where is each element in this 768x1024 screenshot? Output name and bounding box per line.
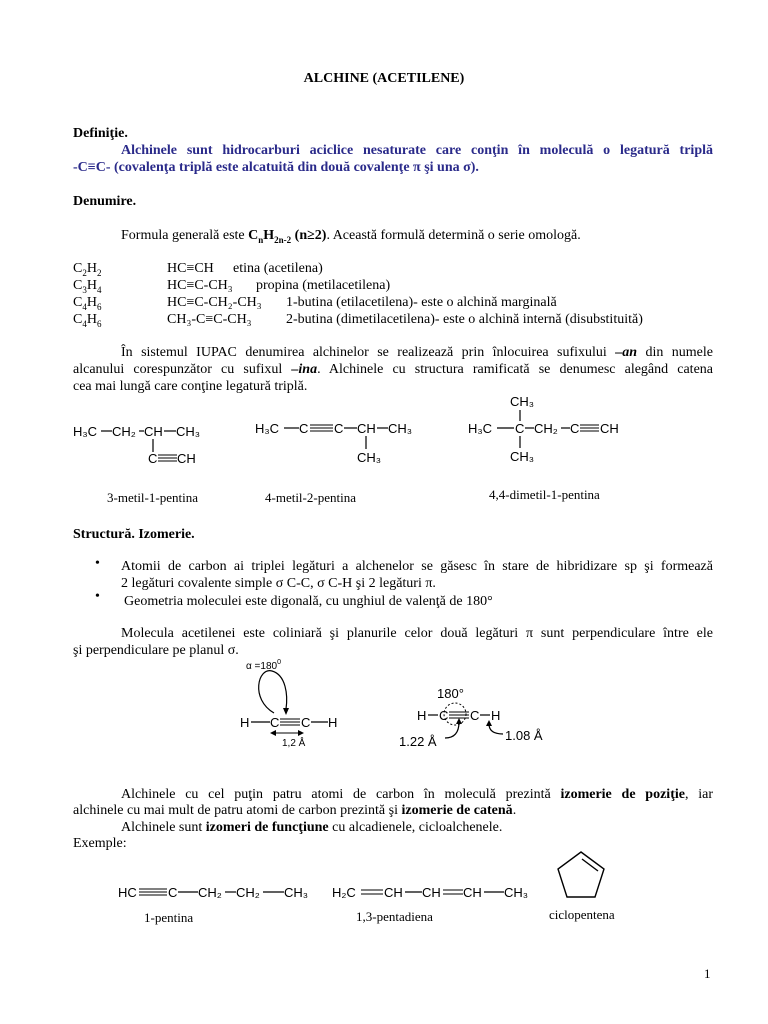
- iupac-text: din numele: [637, 345, 713, 360]
- atom-label: CH₃: [284, 885, 309, 900]
- bond-length: 1,2 Å: [282, 738, 306, 749]
- izomeri-functiune: izomeri de funcţiune: [205, 820, 329, 835]
- atom-label: CH₃: [510, 449, 535, 464]
- iupac-text: alcanului corespunzător cu sufixul: [73, 362, 292, 377]
- row-name: 2-butina (dimetilacetilena)- este o alchină internă (disubstituită): [286, 312, 643, 327]
- atom-label: C: [439, 708, 449, 723]
- structure-name: 4-metil-2-pentina: [265, 490, 356, 505]
- row-formula-s2: 2: [96, 267, 102, 278]
- angle-label: 180°: [437, 686, 464, 701]
- atom-label: CH: [177, 451, 196, 466]
- atom-label: C: [270, 715, 280, 730]
- atom-label: CH: [422, 885, 441, 900]
- atom-label: CH₃: [504, 885, 529, 900]
- row-structure: HC≡CH: [167, 261, 214, 276]
- row-formula-s1: 3: [82, 284, 87, 295]
- definitie-heading: Definiţie.: [73, 126, 128, 141]
- izomerie-line3: [121, 819, 502, 836]
- atom-label: H₃C: [255, 421, 280, 436]
- row-formula-s1: 4: [82, 301, 87, 312]
- denumire-heading: Denumire.: [73, 194, 137, 209]
- page-title: ALCHINE (ACETILENE): [303, 71, 465, 86]
- row-formula-s1: 4: [82, 318, 87, 329]
- atom-label: H: [328, 715, 338, 730]
- atom-label: C: [299, 421, 309, 436]
- atom-label: H₃C: [73, 424, 98, 439]
- bullet1-line2: 2 legături covalente simple σ C-C, σ C-H şi 2 legături π.: [121, 576, 436, 591]
- formula-h: H: [263, 228, 275, 243]
- arrow-head: [270, 730, 276, 736]
- izomerie-text: , iar: [684, 787, 714, 802]
- atom-label: CH: [384, 885, 403, 900]
- row-structure: CH₃-C≡C-CH₃: [167, 312, 252, 327]
- row-formula-el1: C: [73, 312, 83, 327]
- atom-label: C: [515, 421, 525, 436]
- definitie-text-line2: -C≡C- (covalenţa triplă este alcatuită din două covalenţe π şi una σ).: [73, 160, 479, 175]
- row-formula-el2: H: [86, 312, 97, 327]
- atom-label: C: [148, 451, 158, 466]
- formula-pre: Formula generală este: [121, 228, 249, 243]
- formula-post: . Această formulă determină o serie omologă.: [326, 228, 581, 243]
- example-name: 1,3-pentadiena: [356, 909, 433, 924]
- atom-label: H₂C: [332, 885, 356, 900]
- izomerie-text: alchinele cu mai mult de patru atomi de carbon prezintă şi: [73, 803, 402, 818]
- izomerie-text: .: [512, 803, 517, 818]
- atom-label: H: [240, 715, 250, 730]
- atom-label: CH₂: [236, 885, 260, 900]
- exemple-label: Exemple:: [73, 836, 127, 851]
- bullet2: Geometria moleculei este digonală, cu unghiul de valenţă de 180°: [124, 594, 493, 609]
- coliniar-paragraph-line2: şi perpendiculare pe planul σ.: [73, 643, 239, 658]
- example-1-pentina: [118, 878, 328, 908]
- bullet-marker: •: [95, 556, 100, 571]
- row-formula-s1: 2: [82, 267, 87, 278]
- atom-label: H₃C: [468, 421, 493, 436]
- izomerie-catena: izomerie de catenă: [401, 803, 513, 818]
- angle-value: α =180: [246, 661, 278, 672]
- iupac-paragraph-line3: cea mai lungă care conţine legatură triplă.: [73, 379, 308, 394]
- atom-label: HC: [118, 885, 137, 900]
- row-formula-el2: H: [86, 295, 97, 310]
- row-structure: HC≡C-CH₃: [167, 278, 233, 293]
- atom-label: CH₃: [388, 421, 413, 436]
- atom-label: CH₂: [198, 885, 222, 900]
- cyclopentene-ring: [558, 852, 604, 897]
- iupac-text: În sistemul IUPAC denumirea alchinelor se realizează prin înlocuirea sufixului: [121, 345, 616, 360]
- row-name: etina (acetilena): [233, 261, 323, 276]
- angle-label: [246, 659, 281, 672]
- row-formula-el1: C: [73, 261, 83, 276]
- formula-generala: [121, 227, 581, 249]
- atom-label: CH₃: [510, 394, 535, 409]
- atom-label: CH: [357, 421, 376, 436]
- definitie-text-line1: Alchinele sunt hidrocarburi aciclice nesaturate care conţin în moleculă o legatură triplă: [121, 143, 713, 158]
- iupac-paragraph-line1: [121, 344, 713, 361]
- atom-label: CH₂: [112, 424, 136, 439]
- structure-3-metil-1-pentina: [70, 415, 220, 475]
- bullet1-line1: Atomii de carbon ai triplei legături a alchenelor se găsesc în stare de hibridizare sp şi formează: [121, 559, 713, 574]
- izomerie-line2: [73, 802, 516, 819]
- row-formula-el1: C: [73, 295, 83, 310]
- formula-n: n: [258, 234, 264, 245]
- double-bond: [582, 859, 598, 871]
- example-name: 1-pentina: [144, 910, 194, 925]
- izomerie-line1: [121, 786, 713, 803]
- row-formula-s2: 6: [96, 301, 102, 312]
- atom-label: CH₂: [534, 421, 558, 436]
- bullet-marker: •: [95, 589, 100, 604]
- structura-heading: Structură. Izomerie.: [73, 527, 195, 542]
- atom-label: H: [491, 708, 501, 723]
- structure-name: 3-metil-1-pentina: [107, 490, 198, 505]
- formula-cond: (n≥2): [291, 228, 327, 243]
- izomerie-text: cu alcadienele, cicloalchenele.: [328, 820, 503, 835]
- izomerie-pozitie: izomerie de poziţie: [560, 787, 685, 802]
- structure-4-4-dimetil-1-pentina: [466, 388, 636, 473]
- example-1-3-pentadiena: [332, 878, 552, 908]
- row-structure: HC≡C-CH₂-CH₃: [167, 295, 262, 310]
- arrow-head: [456, 718, 462, 724]
- structure-name: 4,4-dimetil-1-pentina: [489, 487, 600, 502]
- coliniar-paragraph-line1: Molecula acetilenei este coliniară şi planurile celor două legături π sunt perpendiculare între ele: [121, 626, 713, 641]
- atom-label: CH: [463, 885, 482, 900]
- row-formula-s2: 6: [96, 318, 102, 329]
- example-name: ciclopentena: [549, 907, 615, 922]
- row-name: propina (metilacetilena): [256, 278, 391, 293]
- row-formula-el2: H: [86, 261, 97, 276]
- acetylene-bond-length-diagram: [395, 682, 555, 752]
- atom-label: C: [168, 885, 178, 900]
- suffix-an: –an: [615, 345, 638, 360]
- formula-c: C: [248, 228, 259, 243]
- angle-degree-sup: 0: [277, 659, 281, 666]
- suffix-ina: –ina: [291, 362, 318, 377]
- izomerie-text: Alchinele sunt: [121, 820, 206, 835]
- row-formula-el1: C: [73, 278, 83, 293]
- iupac-paragraph-line2: [73, 361, 713, 378]
- iupac-text: . Alchinele cu structura ramificată se denumesc alegând catena: [317, 362, 713, 377]
- arrow-head: [298, 730, 304, 736]
- izomerie-text: Alchinele cu cel puţin patru atomi de carbon în moleculă prezintă: [121, 787, 561, 802]
- atom-label: C: [334, 421, 344, 436]
- bond-length: 1.22 Å: [399, 734, 437, 749]
- atom-label: CH₃: [357, 450, 382, 465]
- acetylene-angle-diagram: [236, 655, 356, 750]
- atom-label: C: [570, 421, 580, 436]
- bond-length: 1.08 Å: [505, 728, 543, 743]
- example-ciclopentena-ring: [552, 848, 612, 904]
- atom-label: CH₃: [176, 424, 201, 439]
- structure-4-metil-2-pentina: [253, 412, 423, 472]
- row-name: 1-butina (etilacetilena)- este o alchină marginală: [286, 295, 557, 310]
- atom-label: CH: [144, 424, 163, 439]
- formula-2n2: 2n-2: [274, 234, 292, 245]
- atom-label: C: [301, 715, 311, 730]
- page-number: 1: [704, 966, 711, 981]
- atom-label: CH: [600, 421, 619, 436]
- row-formula-el2: H: [86, 278, 97, 293]
- row-formula-s2: 4: [96, 284, 102, 295]
- angle-arc: [259, 671, 287, 713]
- arrow-head: [283, 708, 289, 715]
- atom-label: H: [417, 708, 427, 723]
- atom-label: C: [470, 708, 480, 723]
